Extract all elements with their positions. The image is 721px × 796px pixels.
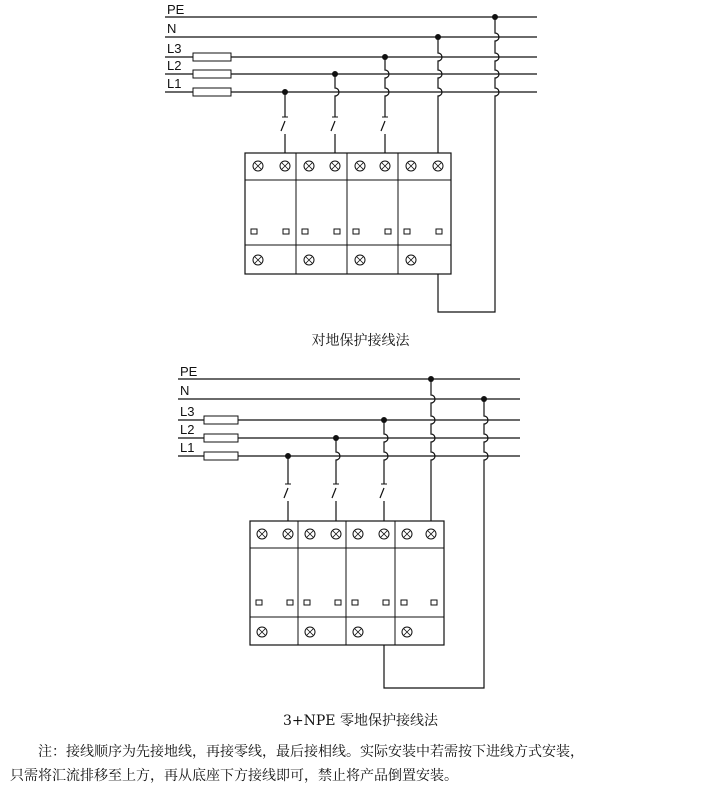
installation-note	[10, 740, 700, 788]
label-pe: PE	[167, 2, 185, 17]
label-pe-2: PE	[180, 364, 198, 379]
fuse-l3-2	[204, 416, 238, 424]
spd-device-1	[245, 153, 451, 274]
label-n-2: N	[180, 383, 190, 398]
label-n: N	[167, 21, 177, 36]
note-line-2: 只需将汇流排移至上方，再从底座下方接线即可，禁止将产品倒置安装。	[10, 768, 458, 784]
label-l3-2: L3	[180, 404, 195, 419]
caption-diagram-1: 对地保护接线法	[311, 333, 410, 349]
l2-conductor	[331, 74, 339, 166]
l3-conductor-2	[380, 420, 388, 534]
fuse-l1	[193, 88, 231, 96]
fuse-l3	[193, 53, 231, 61]
label-l2: L2	[167, 58, 182, 73]
diagram-1	[165, 2, 537, 312]
n-conductor	[438, 37, 442, 166]
caption-diagram-2: 3+NPE 零地保护接线法	[283, 713, 438, 729]
spd-device-2	[250, 521, 444, 645]
diagram-2	[178, 364, 520, 688]
note-line-1: 注：接线顺序为先接地线，再接零线，最后接相线。实际安装中若需按下进线方式安装，	[38, 744, 584, 760]
l2-conductor-2	[332, 438, 340, 534]
fuse-l1-2	[204, 452, 238, 460]
fuse-l2-2	[204, 434, 238, 442]
label-l3: L3	[167, 41, 182, 56]
fuse-l2	[193, 70, 231, 78]
l3-conductor	[381, 57, 389, 166]
label-l2-2: L2	[180, 422, 195, 437]
label-l1-2: L1	[180, 440, 195, 455]
label-l1: L1	[167, 76, 182, 91]
